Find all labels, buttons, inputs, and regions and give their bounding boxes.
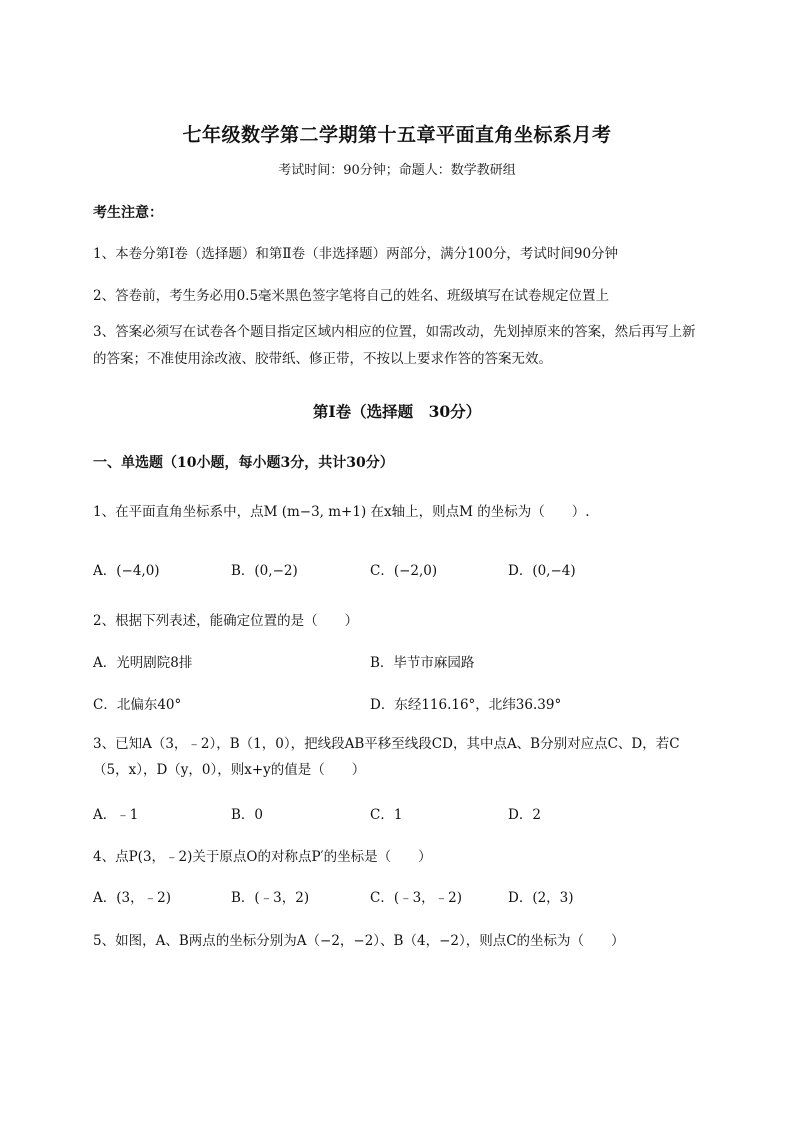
question-5-stem: 5、如图，A、B两点的坐标分别为A（−2，−2）、B（4，−2），则点C的坐标为（ ） — [93, 933, 625, 949]
question-3-option-b: B．0 — [231, 807, 264, 823]
question-1-option-a: A．(−4,0) — [93, 563, 160, 579]
question-1-option-b: B．(0,−2) — [231, 563, 298, 579]
question-4-option-d: D．(2，3) — [508, 890, 574, 906]
question-1-option-c: C．(−2,0) — [370, 563, 438, 579]
notice-heading: 考生注意： — [93, 205, 163, 221]
question-2-stem: 2、根据下列表述，能确定位置的是（ ） — [93, 613, 359, 629]
notice-item-1: 1、本卷分第Ⅰ卷（选择题）和第Ⅱ卷（非选择题）两部分，满分100分，考试时间90分钟 — [93, 246, 619, 262]
notice-item-2: 2、答卷前，考生务必用0.5毫米黑色签字笔将自己的姓名、班级填写在试卷规定位置上 — [93, 288, 610, 304]
question-3-option-a: A．﹣1 — [93, 807, 139, 823]
question-3-stem: 3、已知A（3，﹣2），B（1，0），把线段AB平移至线段CD，其中点A、B分别对应点C、D，若C（5，x），D（y，0），则x+y的值是（ ） — [93, 736, 680, 778]
question-4-option-c: C．(﹣3，﹣2) — [370, 890, 463, 906]
question-2-option-c: C．北偏东40° — [93, 697, 182, 713]
question-4-option-b: B．(﹣3，2) — [231, 890, 310, 906]
page-title: 七年级数学第二学期第十五章平面直角坐标系月考 — [182, 124, 612, 146]
question-2-option-b: B．毕节市麻园路 — [370, 655, 475, 671]
question-1-stem: 1、在平面直角坐标系中，点M (m−3, m+1) 在x轴上，则点M 的坐标为（ ）. — [93, 504, 590, 520]
notice-item-3: 3、答案必须写在试卷各个题目指定区域内相应的位置，如需改动，先划掉原来的答案，然后再写上新的答案；不准使用涂改液、胶带纸、修正带，不按以上要求作答的答案无效。 — [93, 324, 696, 367]
question-4-option-a: A．(3，﹣2) — [93, 890, 171, 906]
question-2-option-d: D．东经116.16°，北纬36.39° — [370, 697, 562, 713]
exam-info: 考试时间：90分钟；命题人：数学教研组 — [278, 163, 516, 178]
question-3-option-d: D．2 — [508, 807, 541, 823]
question-2-option-a: A．光明剧院8排 — [93, 655, 193, 671]
question-4-stem: 4、点P(3，﹣2)关于原点O的对称点P′的坐标是（ ） — [93, 849, 432, 865]
section-title: 第Ⅰ卷（选择题 30分） — [312, 402, 482, 421]
question-type-heading: 一、单选题（10小题，每小题3分，共计30分） — [93, 455, 394, 471]
question-3-option-c: C．1 — [370, 807, 403, 823]
question-1-option-d: D．(0,−4) — [508, 563, 576, 579]
